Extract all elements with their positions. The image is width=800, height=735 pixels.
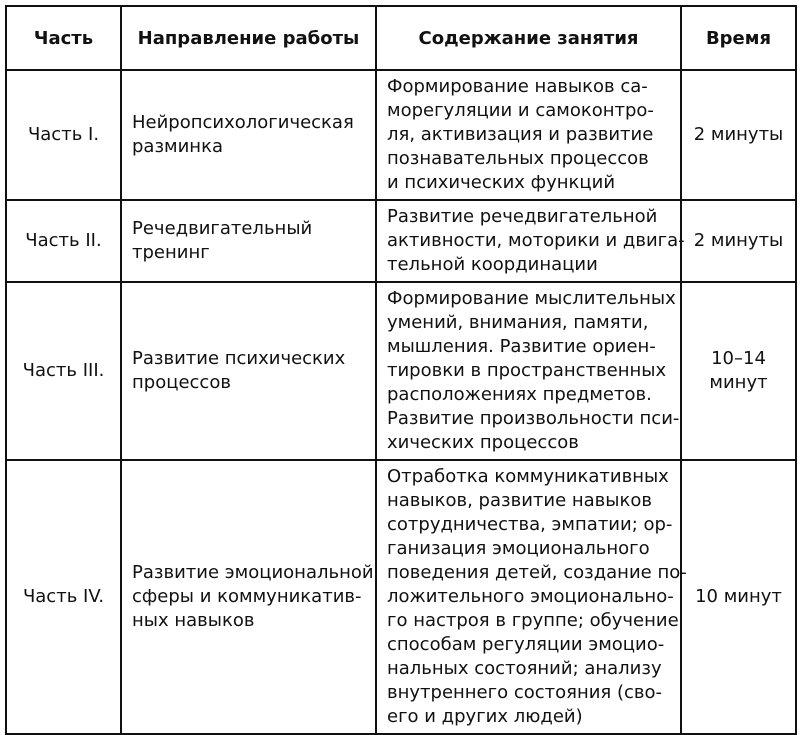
cell-time (681, 460, 796, 734)
cell-direction (121, 200, 376, 282)
cell-content-line: тировки в пространственных (387, 360, 667, 381)
cell-content-line: ганизация эмоционального (387, 538, 650, 559)
cell-direction-line: Развитие эмоциональной (132, 562, 374, 583)
cell-content-line: мышления. Развитие ориен- (387, 336, 656, 357)
cell-content (376, 460, 687, 734)
table-row (6, 282, 796, 460)
cell-content-line: Формирование мыслительных (387, 288, 676, 309)
cell-content-line: его и других людей) (387, 706, 583, 727)
table-row (6, 200, 796, 282)
cell-direction-line: сферы и коммуникатив- (132, 586, 362, 607)
cell-direction-line: разминка (132, 136, 223, 157)
cell-content (376, 282, 681, 460)
cell-content (376, 200, 685, 282)
header-part: Часть (6, 6, 121, 70)
cell-time-line: 10–14 (711, 348, 766, 369)
cell-content-line: сотрудничества, эмпатии; ор- (387, 514, 673, 535)
cell-part: Часть II. (6, 200, 121, 282)
header-direction: Направление работы (121, 6, 376, 70)
cell-direction-line: Развитие психических (132, 348, 346, 369)
cell-content-line: навыков, развитие навыков (387, 490, 652, 511)
cell-content-line: нальных состояний; анализу (387, 658, 662, 679)
table-body (6, 70, 796, 734)
cell-content-line: Развитие речедвигательной (387, 206, 658, 227)
cell-time-line: 2 минуты (693, 230, 784, 251)
cell-direction-line: процессов (132, 372, 231, 393)
table-row (6, 70, 796, 200)
cell-time (681, 70, 796, 200)
cell-content-line: познавательных процессов (387, 148, 649, 169)
cell-direction (121, 282, 376, 460)
cell-direction (121, 460, 376, 734)
lesson-structure-table (5, 5, 797, 735)
header-time: Время (681, 6, 796, 70)
cell-part: Часть III. (6, 282, 121, 460)
cell-content-line: умений, внимания, памяти, (387, 312, 649, 333)
cell-content-line: тельной координации (387, 254, 598, 275)
table-row (6, 460, 796, 734)
cell-time-line: 2 минуты (693, 124, 784, 145)
cell-content-line: Отработка коммуникативных (387, 466, 669, 487)
cell-direction-line: ных навыков (132, 610, 255, 631)
cell-part: Часть IV. (6, 460, 121, 734)
cell-content-line: активности, моторики и двига- (387, 230, 685, 251)
header-row (6, 6, 796, 70)
cell-content-line: морегуляции и самоконтро- (387, 100, 654, 121)
cell-content-line: расположениях предметов. (387, 384, 652, 405)
cell-time-line: минут (709, 372, 768, 393)
cell-direction-line: Речедвигательный (132, 218, 313, 239)
header-content: Содержание занятия (376, 6, 681, 70)
cell-time (681, 282, 796, 460)
cell-content-line: го настроя в группе; обучение (387, 610, 679, 631)
cell-content-line: ложительного эмоционально- (387, 586, 674, 607)
cell-content-line: Формирование навыков са- (387, 76, 648, 97)
cell-content-line: внутреннего состояния (сво- (387, 682, 663, 703)
cell-content-line: способам регуляции эмоцио- (387, 634, 665, 655)
cell-content-line: поведения детей, создание по- (387, 562, 687, 583)
cell-direction-line: тренинг (132, 242, 210, 263)
cell-content-line: и психических функций (387, 172, 616, 193)
cell-direction (121, 70, 376, 200)
cell-content-line: ля, активизация и развитие (387, 124, 654, 145)
cell-content (376, 70, 681, 200)
cell-part: Часть I. (6, 70, 121, 200)
cell-time-line: 10 минут (695, 586, 782, 607)
cell-direction-line: Нейропсихологическая (132, 112, 354, 133)
cell-content-line: Развитие произвольности пси- (387, 408, 680, 429)
cell-time (681, 200, 796, 282)
table-header (6, 6, 796, 70)
cell-content-line: хических процессов (387, 432, 579, 453)
